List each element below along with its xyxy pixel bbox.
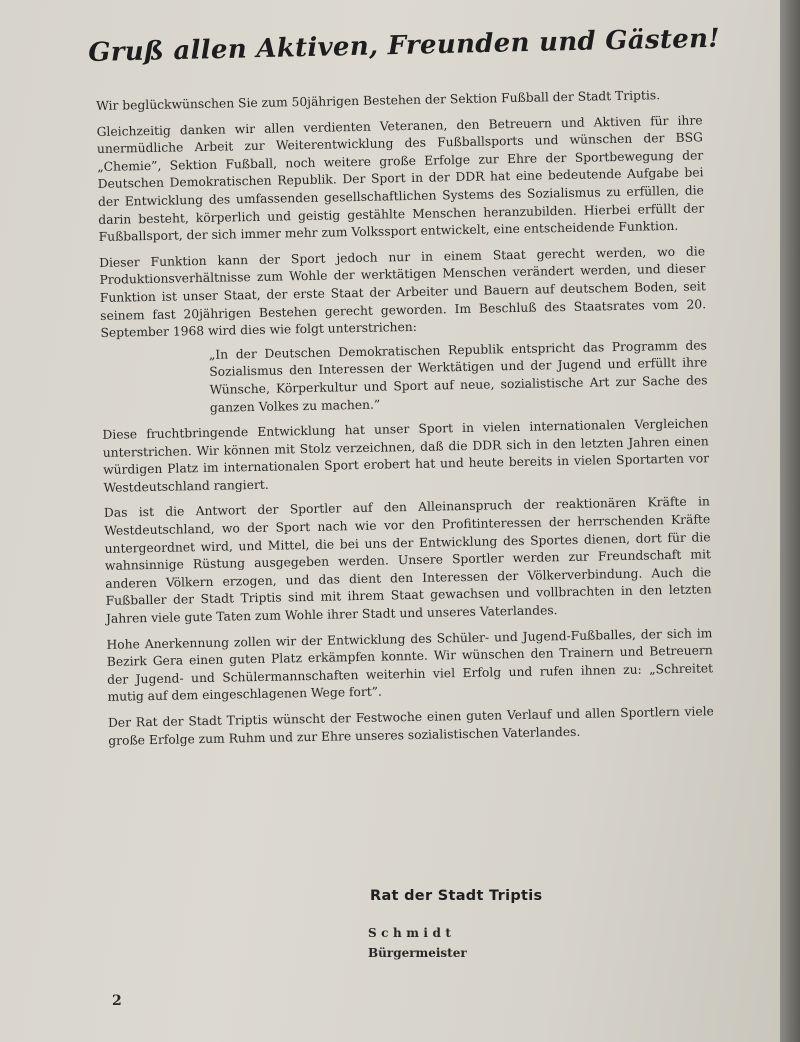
paragraph-closing: Der Rat der Stadt Triptis wünscht der Festwoche einen guten Verlauf und allen Sportlern viele große Erfolge zum Ruhm und zur Ehre unseres sozialistischen Vaterlandes. — [107, 704, 715, 748]
quote-staatsrat: „In der Deutschen Demokratischen Republik entspricht das Programm des Sozialismus den Interessen der Werktätigen und der Jugend und erfüllt ihre Wünsche, Körperkultur und Sport auf neue, sozialistische Art zur Sache des ganzen Volkes zu machen.” — [208, 338, 708, 415]
page-edge-shadow — [780, 0, 800, 1042]
page-title: Gruß allen Aktiven, Freunden und Gästen! — [88, 23, 721, 68]
paragraph-answer: Das ist die Antwort der Sportler auf den Alleinanspruch der reaktionären Kräfte in Westdeutschland, wo der Sport nach wie vor den Profitinteressen der herrschenden Kräfte untergeordnet wird, und Mittel, die bei uns der Entwicklung des Sportes dienen, dort für die wahnsinnige Rüstung ausgegeben werden. Unsere Sportler werden zur Freundschaft mit anderen Völkern erzogen, und das dient den Interessen der Völkerverbindung. Auch die Fußballer der Stadt Triptis sind mit ihrem Staat gewachsen und vollbrachten in den letzten Jahren viele gute Taten zum Wohle ihrer Stadt und unseres Vaterlandes. — [103, 494, 712, 626]
signature-name: Schmidt — [368, 926, 456, 940]
paragraph-function: Dieser Funktion kann der Sport jedoch nur in einem Staat gerecht werden, wo die Produktionsverhältnisse zum Wohle der werktätigen Menschen verändert werden, und dieser Funktion ist unser Staat, der erste Staat der Arbeiter und Bauern auf deutschem Boden, seit seinem fast 20jährigen Bestehen gerecht geworden. Im Beschluß des Staatsrates vom 20. September 1968 wird dies wie folgt unterstrichen: — [99, 244, 707, 341]
paragraph-development: Diese fruchtbringende Entwicklung hat unser Sport in vielen internationalen Vergleichen unterstrichen. Wir können mit Stolz verzeichnen, daß die DDR sich in den letzten Jahren einen würdigen Platz im internationalen Sport erobert hat und heute bereits in vielen Sportarten vor Westdeutschland rangiert. — [102, 416, 710, 495]
signature-role: Bürgermeister — [368, 946, 467, 960]
letter-body — [96, 86, 715, 758]
page-number: 2 — [112, 993, 122, 1009]
paragraph-congratulations: Wir beglückwünschen Sie zum 50jährigen Bestehen der Sektion Fußball der Stadt Triptis. — [96, 88, 661, 113]
paragraph-thanks: Gleichzeitig danken wir allen verdienten Veteranen, den Betreuern und Aktiven für ihre unermüdliche Arbeit zur Weiterentwicklung des Fußballsports und wünschen der BSG „Chemie”, Sektion Fußball, noch weitere große Erfolge zur Ehre der Sportbewegung der Deutschen Demokratischen Republik. Der Sport in der DDR hat eine bedeutende Aufgabe bei der Entwicklung des umfassenden gesellschaftlichen Systems des Sozialismus zu erfüllen, die darin besteht, körperlich und geistig gestählte Menschen heranzubilden. Hierbei erfüllt der Fußballsport, der sich immer mehr zum Volkssport entwickelt, eine entscheidende Funktion. — [96, 112, 705, 245]
paragraph-youth: Hohe Anerkennung zollen wir der Entwicklung des Schüler- und Jugend-Fußballes, der sich im Bezirk Gera einen guten Platz erkämpfen konnte. Wir wünschen den Trainern und Betreuern der Jugend- und Schülermannschaften weiterhin viel Erfolg und rufen ihnen zu: „Schreitet mutig auf dem eingeschlagenen Wege fort”. — [106, 625, 714, 705]
signature-organization: Rat der Stadt Triptis — [370, 888, 543, 904]
